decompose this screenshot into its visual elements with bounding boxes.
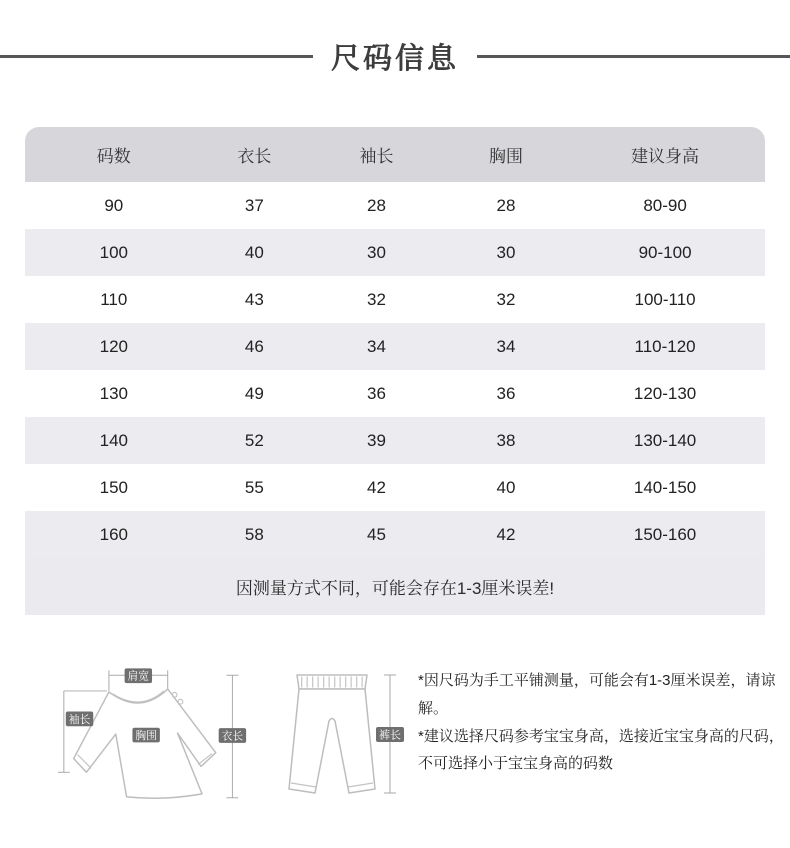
table-cell: 80-90 — [643, 195, 687, 215]
right-divider-line — [477, 55, 790, 58]
table-cell: 30 — [367, 242, 386, 262]
header-size: 码数 — [96, 147, 131, 166]
pants-length-label: 裤长 — [379, 729, 401, 742]
table-cell: 52 — [244, 430, 264, 450]
table-cell: 28 — [367, 195, 386, 215]
table-cell: 40 — [244, 242, 264, 262]
table-cell: 120 — [99, 336, 128, 356]
table-row — [25, 464, 765, 511]
header-sleeve-length: 袖长 — [359, 147, 394, 166]
page-title: 尺码信息 — [331, 43, 460, 75]
table-cell: 34 — [367, 336, 386, 356]
table-cell: 43 — [244, 289, 264, 309]
table-row — [25, 229, 765, 276]
table-cell: 49 — [244, 383, 264, 403]
table-cell: 58 — [244, 524, 264, 544]
table-row — [25, 417, 765, 464]
header-chest: 胸围 — [488, 147, 523, 166]
note-line-1: *因尺码为手工平铺测量，可能会有1-3厘米误差，请谅解。 — [418, 672, 776, 717]
table-row — [25, 511, 765, 558]
table-cell: 37 — [244, 195, 264, 215]
table-cell: 120-130 — [633, 383, 697, 403]
chest-badge — [132, 728, 159, 743]
table-cell: 90-100 — [638, 242, 692, 262]
table-cell: 140 — [99, 430, 128, 450]
table-cell: 160 — [99, 524, 128, 544]
title-bar — [0, 0, 790, 77]
size-table — [25, 127, 765, 615]
left-divider-line — [0, 55, 313, 58]
table-row — [25, 182, 765, 229]
table-row — [25, 276, 765, 323]
table-header-row — [25, 127, 765, 182]
header-garment-length: 衣长 — [237, 147, 272, 166]
note-line-2: *建议选择尺码参考宝宝身高，选接近宝宝身高的尺码，不可选择小于宝宝身高的码数 — [418, 727, 784, 773]
table-cell: 39 — [367, 430, 386, 450]
table-cell: 150-160 — [633, 524, 697, 544]
table-row — [25, 323, 765, 370]
table-cell: 42 — [367, 477, 386, 497]
table-cell: 90 — [104, 195, 124, 215]
sleeve-length-label: 袖长 — [68, 713, 91, 726]
garment-length-badge — [219, 728, 246, 743]
table-cell: 34 — [496, 336, 516, 356]
table-cell: 32 — [367, 289, 386, 309]
table-cell: 36 — [367, 383, 386, 403]
table-cell: 42 — [496, 524, 516, 544]
shirt-outline-drawing — [56, 661, 252, 813]
sleeve-length-badge — [66, 712, 93, 727]
table-note-row — [25, 558, 765, 615]
shoulder-width-label: 肩宽 — [127, 670, 150, 683]
table-cell: 28 — [496, 195, 516, 215]
measurement-notes — [418, 667, 788, 778]
measurement-section — [56, 661, 790, 818]
pants-length-badge — [376, 727, 404, 742]
table-cell: 110 — [100, 289, 128, 309]
table-cell: 40 — [496, 477, 516, 497]
table-cell: 30 — [496, 242, 516, 262]
table-cell: 55 — [244, 477, 264, 497]
pants-legs — [289, 689, 375, 793]
pants-outline-drawing — [270, 665, 408, 810]
shoulder-button — [178, 699, 183, 704]
shirt-body — [74, 689, 216, 798]
header-suggested-height: 建议身高 — [631, 147, 700, 166]
table-cell: 32 — [496, 289, 516, 309]
table-note-text: 因测量方式不同，可能会存在1-3厘米误差! — [235, 579, 555, 598]
table-cell: 36 — [496, 383, 516, 403]
table-body — [25, 182, 765, 558]
pants-diagram — [270, 665, 408, 815]
shirt-diagram — [56, 661, 252, 818]
garment-length-label: 衣长 — [221, 730, 244, 743]
table-cell: 46 — [244, 336, 264, 356]
table-cell: 100 — [99, 242, 128, 262]
table-cell: 150 — [99, 477, 128, 497]
table-cell: 130-140 — [633, 430, 697, 450]
table-cell: 140-150 — [633, 477, 697, 497]
table-cell: 110-120 — [634, 336, 696, 356]
shoulder-width-badge — [125, 668, 152, 683]
table-cell: 130 — [99, 383, 128, 403]
table-cell: 45 — [367, 524, 386, 544]
table-row — [25, 370, 765, 417]
table-cell: 100-110 — [634, 289, 696, 309]
table-cell: 38 — [496, 430, 516, 450]
chest-label: 胸围 — [135, 729, 157, 742]
